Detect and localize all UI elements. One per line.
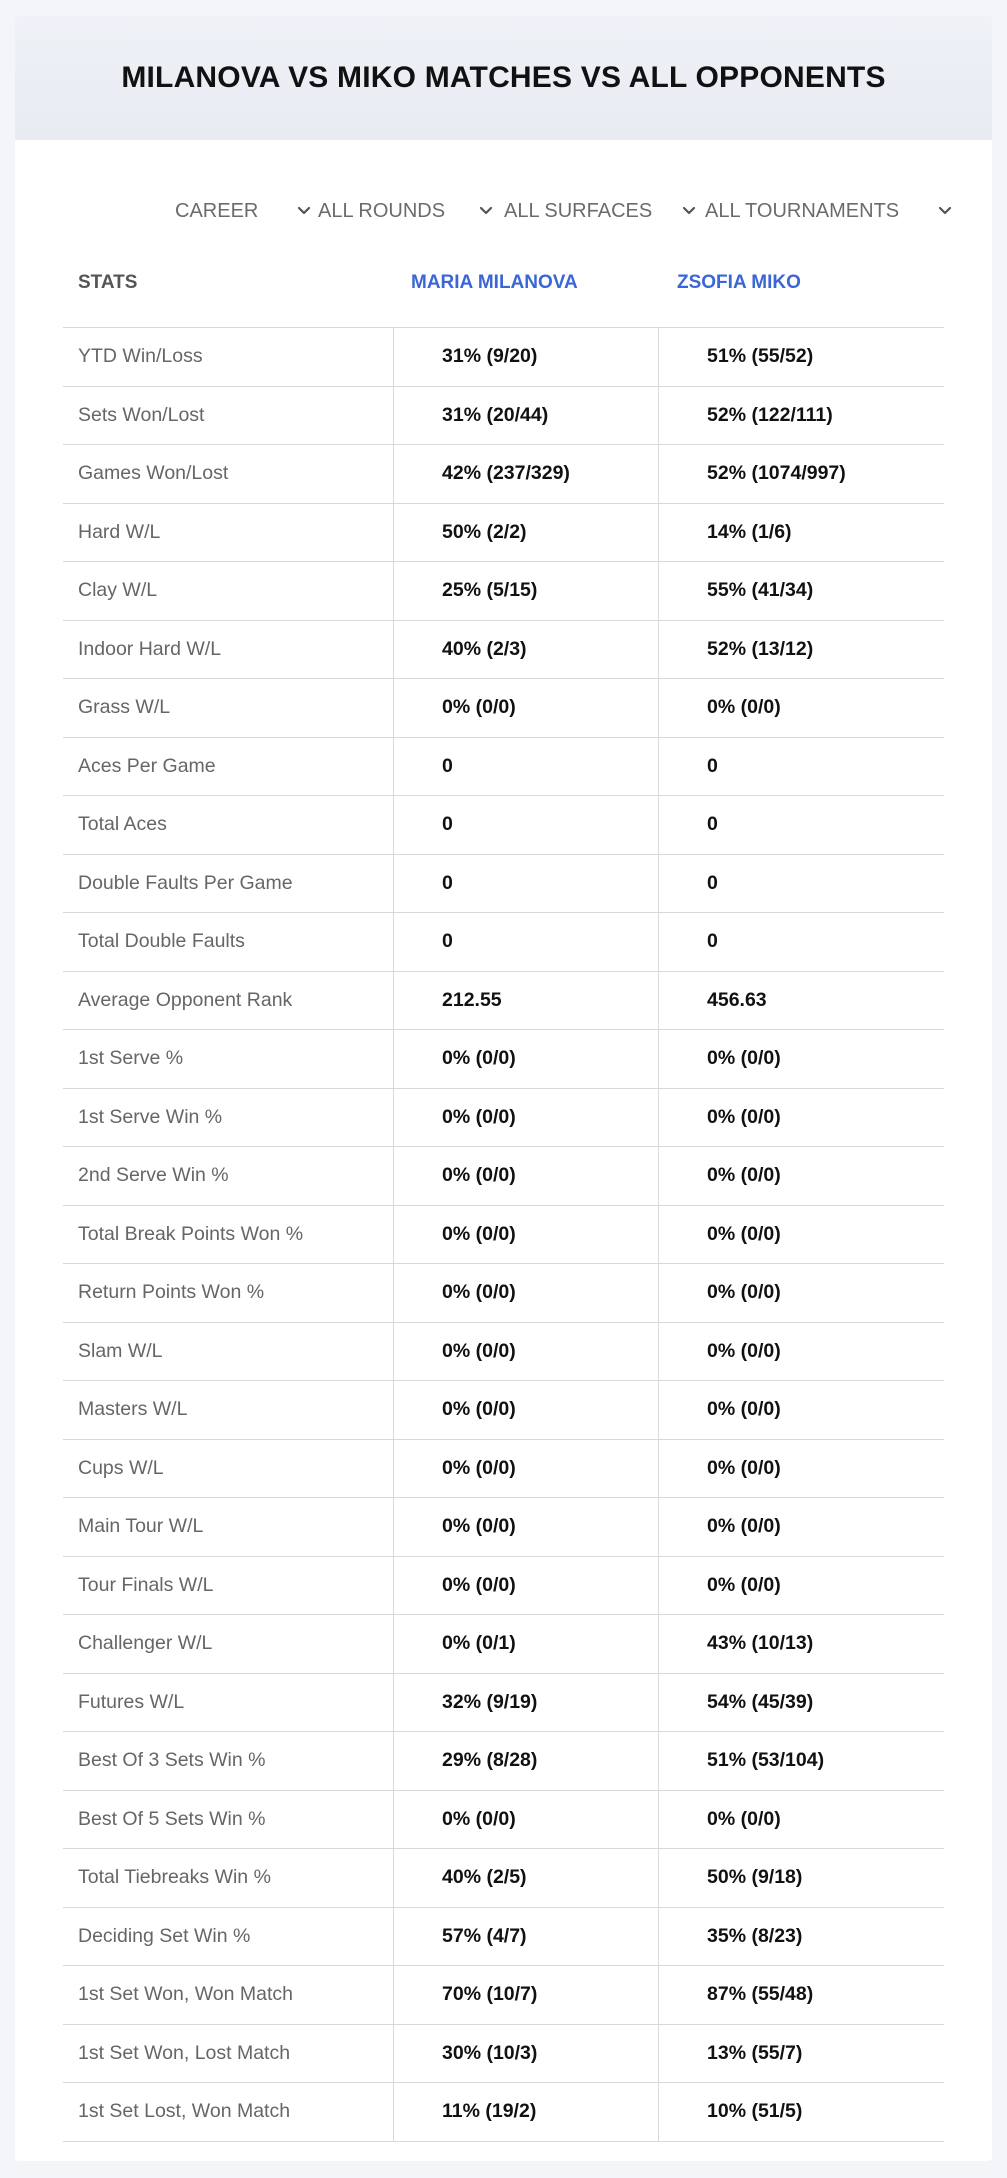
player2-value: 0% (0/0) (658, 1206, 944, 1264)
player1-value: 0% (0/0) (393, 1791, 658, 1849)
stat-name: Total Break Points Won % (78, 1222, 304, 1245)
table-row (63, 1498, 944, 1557)
player1-value: 0% (0/0) (393, 679, 658, 737)
page-header (15, 16, 992, 140)
player2-value: 87% (55/48) (658, 1966, 944, 2024)
player1-value: 40% (2/5) (393, 1849, 658, 1907)
filter-career-label: CAREER (175, 199, 259, 222)
filter-career-select[interactable] (175, 189, 323, 233)
table-row (63, 1030, 944, 1089)
stat-name: Hard W/L (78, 520, 161, 543)
stat-name: Sets Won/Lost (78, 403, 205, 426)
player2-value: 51% (55/52) (658, 328, 944, 386)
player2-value: 0 (658, 913, 944, 971)
player2-value: 0% (0/0) (658, 1147, 944, 1205)
filter-rounds-label: ALL ROUNDS (318, 199, 446, 222)
player1-value: 0 (393, 913, 658, 971)
player1-value: 0 (393, 796, 658, 854)
player2-value: 456.63 (658, 972, 944, 1030)
table-row (63, 1908, 944, 1967)
table-row (63, 1264, 944, 1323)
table-row (63, 1147, 944, 1206)
player2-value: 54% (45/39) (658, 1674, 944, 1732)
player2-value: 0% (0/0) (658, 1030, 944, 1088)
stat-name: Slam W/L (78, 1339, 163, 1362)
player1-value: 0% (0/1) (393, 1615, 658, 1673)
player2-value: 0% (0/0) (658, 1089, 944, 1147)
player2-value: 0 (658, 855, 944, 913)
table-row (63, 1323, 944, 1382)
player2-value: 10% (51/5) (658, 2083, 944, 2141)
stat-name: Average Opponent Rank (78, 988, 293, 1011)
player1-value: 31% (20/44) (393, 387, 658, 445)
stat-name: Cups W/L (78, 1456, 164, 1479)
stat-name: Tour Finals W/L (78, 1573, 214, 1596)
table-header (63, 242, 944, 328)
table-row (63, 621, 944, 680)
player1-value: 212.55 (393, 972, 658, 1030)
chevron-down-icon (296, 203, 312, 219)
stat-name: 1st Set Won, Won Match (78, 1983, 293, 2006)
table-row (63, 1966, 944, 2025)
stat-name: Games Won/Lost (78, 462, 229, 485)
filter-tournaments-select[interactable] (705, 189, 955, 233)
table-row (63, 387, 944, 446)
stat-name: Indoor Hard W/L (78, 637, 222, 660)
player1-value: 0% (0/0) (393, 1030, 658, 1088)
player2-value: 43% (10/13) (658, 1615, 944, 1673)
table-row (63, 2025, 944, 2084)
player2-value: 51% (53/104) (658, 1732, 944, 1790)
player1-value: 0 (393, 738, 658, 796)
player2-value: 0% (0/0) (658, 1557, 944, 1615)
page-title: MILANOVA VS MIKO MATCHES VS ALL OPPONENTS (121, 61, 886, 94)
stat-name: Return Points Won % (78, 1281, 265, 1304)
table-row (63, 1674, 944, 1733)
chevron-down-icon (681, 203, 697, 219)
filter-surfaces-label: ALL SURFACES (504, 199, 653, 222)
player1-value: 30% (10/3) (393, 2025, 658, 2083)
player2-value: 0% (0/0) (658, 1264, 944, 1322)
table-row (63, 1089, 944, 1148)
stats-column-header: STATS (78, 272, 138, 293)
player2-value: 52% (13/12) (658, 621, 944, 679)
filter-surfaces-select[interactable] (504, 189, 700, 233)
table-row (63, 1381, 944, 1440)
player2-value: 14% (1/6) (658, 504, 944, 562)
player2-value: 0% (0/0) (658, 679, 944, 737)
filter-bar (15, 189, 992, 233)
table-row (63, 1615, 944, 1674)
stat-name: Main Tour W/L (78, 1515, 204, 1538)
player2-value: 50% (9/18) (658, 1849, 944, 1907)
player2-value: 0 (658, 738, 944, 796)
stat-name: Grass W/L (78, 696, 171, 719)
player2-value: 0% (0/0) (658, 1498, 944, 1556)
player2-value: 35% (8/23) (658, 1908, 944, 1966)
table-row (63, 913, 944, 972)
player1-value: 32% (9/19) (393, 1674, 658, 1732)
table-row (63, 1732, 944, 1791)
stat-name: 1st Set Lost, Won Match (78, 2100, 291, 2123)
player2-value: 0% (0/0) (658, 1323, 944, 1381)
player2-value: 52% (1074/997) (658, 445, 944, 503)
player1-value: 0% (0/0) (393, 1557, 658, 1615)
player1-value: 42% (237/329) (393, 445, 658, 503)
stat-name: 1st Set Won, Lost Match (78, 2041, 291, 2064)
player1-value: 0% (0/0) (393, 1381, 658, 1439)
stat-name: Clay W/L (78, 579, 158, 602)
stat-name: 1st Serve Win % (78, 1105, 223, 1128)
player1-value: 0% (0/0) (393, 1323, 658, 1381)
table-row (63, 738, 944, 797)
player2-name-link[interactable]: ZSOFIA MIKO (677, 272, 801, 293)
stat-name: Best Of 3 Sets Win % (78, 1749, 266, 1772)
stats-table (63, 242, 944, 2142)
player1-value: 0% (0/0) (393, 1264, 658, 1322)
table-row (63, 562, 944, 621)
stat-name: 1st Serve % (78, 1047, 184, 1070)
table-row (63, 1849, 944, 1908)
stat-name: Double Faults Per Game (78, 871, 293, 894)
player1-value: 0% (0/0) (393, 1206, 658, 1264)
table-row (63, 972, 944, 1031)
table-body (63, 328, 944, 2142)
stat-name: Best Of 5 Sets Win % (78, 1807, 266, 1830)
player1-value: 0% (0/0) (393, 1498, 658, 1556)
stat-name: Futures W/L (78, 1690, 185, 1713)
player1-value: 29% (8/28) (393, 1732, 658, 1790)
chevron-down-icon (937, 203, 953, 219)
stat-name: Masters W/L (78, 1398, 188, 1421)
player1-value: 40% (2/3) (393, 621, 658, 679)
player1-value: 31% (9/20) (393, 328, 658, 386)
player2-value: 52% (122/111) (658, 387, 944, 445)
player1-value: 57% (4/7) (393, 1908, 658, 1966)
table-row (63, 855, 944, 914)
player1-name-link[interactable]: MARIA MILANOVA (411, 272, 578, 293)
player2-value: 0 (658, 796, 944, 854)
table-row (63, 1791, 944, 1850)
stats-card (15, 16, 992, 2161)
table-row (63, 1206, 944, 1265)
stat-name: Total Tiebreaks Win % (78, 1866, 271, 1889)
table-row (63, 1440, 944, 1499)
stat-name: Deciding Set Win % (78, 1924, 251, 1947)
player1-value: 25% (5/15) (393, 562, 658, 620)
table-row (63, 1557, 944, 1616)
stat-name: YTD Win/Loss (78, 345, 203, 368)
player1-value: 0% (0/0) (393, 1147, 658, 1205)
player1-value: 70% (10/7) (393, 1966, 658, 2024)
table-row (63, 679, 944, 738)
table-row (63, 504, 944, 563)
player2-value: 0% (0/0) (658, 1440, 944, 1498)
stat-name: Total Double Faults (78, 930, 245, 953)
player1-value: 0% (0/0) (393, 1089, 658, 1147)
player2-value: 55% (41/34) (658, 562, 944, 620)
stat-name: 2nd Serve Win % (78, 1164, 229, 1187)
player2-value: 13% (55/7) (658, 2025, 944, 2083)
stat-name: Challenger W/L (78, 1632, 213, 1655)
chevron-down-icon (478, 203, 494, 219)
player1-value: 11% (19/2) (393, 2083, 658, 2141)
player1-value: 50% (2/2) (393, 504, 658, 562)
player2-value: 0% (0/0) (658, 1791, 944, 1849)
player2-value: 0% (0/0) (658, 1381, 944, 1439)
table-row (63, 328, 944, 387)
table-row (63, 2083, 944, 2142)
stat-name: Total Aces (78, 813, 167, 836)
stat-name: Aces Per Game (78, 754, 216, 777)
filter-tournaments-label: ALL TOURNAMENTS (705, 199, 900, 222)
table-row (63, 445, 944, 504)
player1-value: 0% (0/0) (393, 1440, 658, 1498)
player1-value: 0 (393, 855, 658, 913)
filter-rounds-select[interactable] (318, 189, 498, 233)
table-row (63, 796, 944, 855)
